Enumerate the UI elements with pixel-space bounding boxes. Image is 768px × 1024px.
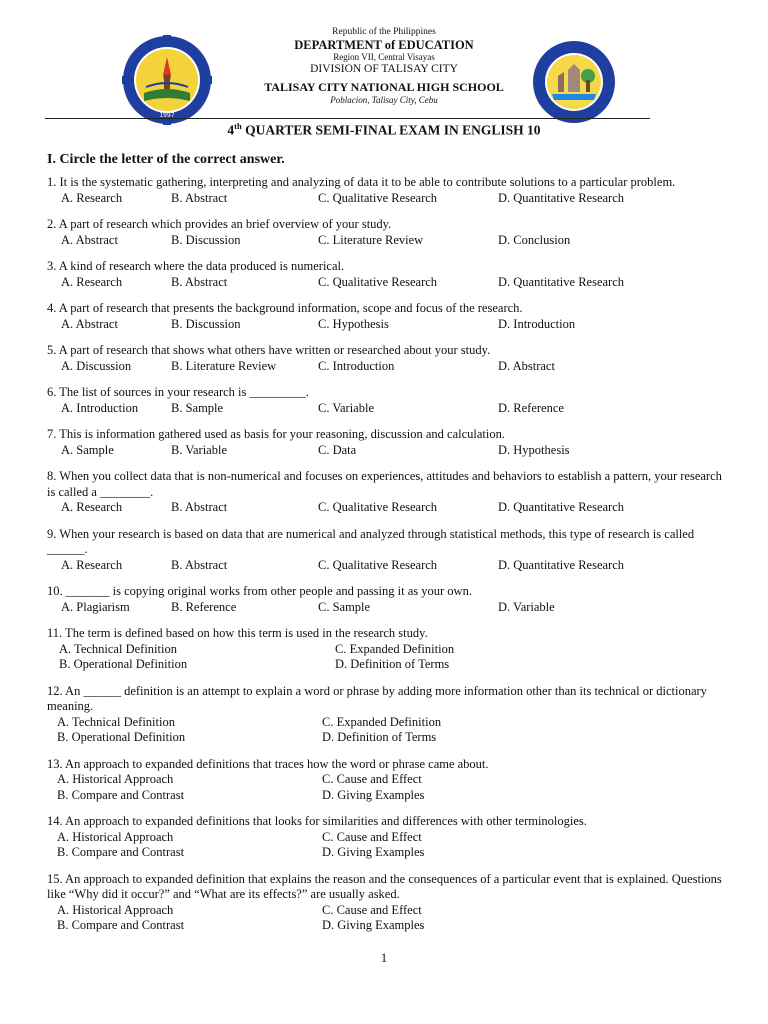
question-stem: 15. An approach to expanded definition that explains the reason and the consequences of a particular event that is explained. Questions like “Why did it occur?” and “What are its effects?” are usually asked.	[47, 871, 722, 901]
header-divider	[45, 118, 650, 119]
question-stem: 7. This is information gathered used as basis for your reasoning, discussion and calculation.	[47, 427, 506, 441]
option-c[interactable]: C. Qualitative Research	[318, 274, 438, 289]
option-d[interactable]: D. Definition of Terms	[335, 657, 450, 671]
question-item	[47, 217, 727, 248]
option-a[interactable]: A. Sample	[61, 442, 114, 457]
option-d[interactable]: D. Quantitative Research	[498, 557, 624, 572]
option-d[interactable]: D. Abstract	[498, 358, 555, 373]
option-a[interactable]: A. Research	[61, 274, 123, 289]
option-c[interactable]: C. Literature Review	[318, 232, 424, 247]
option-a[interactable]: A. Research	[61, 500, 123, 514]
option-d[interactable]: D. Definition of Terms	[322, 730, 437, 744]
question-stem: 14. An approach to expanded definitions that looks for similarities and differences with other terminologies.	[47, 814, 587, 828]
school-name: TALISAY CITY NATIONAL HIGH SCHOOL	[264, 79, 504, 94]
logo-year: 1997	[159, 112, 175, 119]
question-stem: 4. A part of research that presents the background information, scope and focus of the research.	[47, 301, 523, 315]
option-row	[47, 600, 727, 616]
question-stem: 11. The term is defined based on how this term is used in the research study.	[47, 626, 428, 640]
option-d[interactable]: D. Quantitative Research	[498, 190, 624, 205]
option-row	[47, 401, 727, 417]
option-grid	[47, 642, 727, 673]
option-d[interactable]: D. Giving Examples	[322, 845, 425, 859]
option-a[interactable]: A. Technical Definition	[59, 641, 177, 656]
exam-ordinal-suffix: th	[234, 121, 242, 131]
option-d[interactable]: D. Quantitative Research	[498, 274, 624, 289]
option-a[interactable]: A. Historical Approach	[57, 772, 174, 786]
option-b[interactable]: B. Abstract	[171, 190, 228, 205]
region-line: Region VII, Central Visayas	[333, 52, 435, 63]
republic-line: Republic of the Philippines	[332, 27, 436, 37]
option-c[interactable]: C. Data	[318, 442, 357, 457]
option-b[interactable]: B. Operational Definition	[57, 730, 186, 744]
option-a[interactable]: A. Technical Definition	[57, 714, 175, 729]
question-stem: 12. An ______ definition is an attempt to explain a word or phrase by adding more information other than its technical or dictionary meaning.	[47, 683, 707, 713]
question-item	[47, 527, 727, 574]
exam-ordinal: 4	[227, 122, 235, 138]
question-item	[47, 385, 727, 416]
option-a[interactable]: A. Historical Approach	[57, 902, 174, 917]
option-a[interactable]: A. Plagiarism	[61, 599, 130, 614]
option-row	[47, 191, 727, 207]
option-grid	[47, 830, 727, 861]
option-c[interactable]: C. Expanded Definition	[335, 641, 455, 656]
option-b[interactable]: B. Literature Review	[171, 358, 277, 373]
option-c[interactable]: C. Hypothesis	[318, 316, 389, 331]
option-d[interactable]: D. Variable	[498, 599, 555, 614]
option-c[interactable]: C. Variable	[318, 400, 375, 415]
option-a[interactable]: A. Abstract	[61, 232, 118, 247]
option-d[interactable]: D. Reference	[498, 400, 564, 415]
question-stem: 10. _______ is copying original works from other people and passing it as your own.	[47, 584, 472, 598]
option-b[interactable]: B. Variable	[171, 442, 228, 457]
option-row	[47, 558, 727, 574]
option-b[interactable]: B. Reference	[171, 599, 237, 614]
document-header	[0, 0, 768, 124]
option-row	[47, 275, 727, 291]
option-c[interactable]: C. Qualitative Research	[318, 557, 438, 572]
option-b[interactable]: B. Compare and Contrast	[57, 845, 185, 859]
option-b[interactable]: B. Abstract	[171, 274, 228, 289]
option-grid	[47, 772, 727, 803]
question-item	[47, 757, 727, 804]
question-item	[47, 814, 727, 861]
option-row	[47, 359, 727, 375]
question-item	[47, 301, 727, 332]
option-d[interactable]: D. Hypothesis	[498, 442, 570, 457]
page-number: 1	[380, 951, 388, 965]
option-c[interactable]: C. Expanded Definition	[322, 714, 442, 729]
option-c[interactable]: C. Cause and Effect	[322, 829, 422, 844]
question-stem: 13. An approach to expanded definitions that traces how the word or phrase came about.	[47, 756, 489, 771]
section-instruction: I. Circle the letter of the correct answer.	[47, 152, 285, 167]
option-a[interactable]: A. Research	[61, 557, 123, 572]
question-stem: 6. The list of sources in your research is _________.	[47, 385, 309, 399]
question-item	[47, 343, 727, 374]
option-c[interactable]: C. Qualitative Research	[318, 190, 438, 205]
question-stem: 5. A part of research that shows what others have written or researched about your study.	[47, 343, 491, 357]
question-stem: 8. When you collect data that is non-numerical and focuses on experiences, attitudes and behaviors to establish a pattern, your research is called a ________.	[47, 469, 722, 499]
option-b[interactable]: B. Discussion	[171, 316, 241, 331]
question-item	[47, 584, 727, 615]
option-row	[47, 233, 727, 249]
option-b[interactable]: B. Abstract	[171, 557, 228, 572]
option-d[interactable]: D. Giving Examples	[322, 787, 425, 802]
option-c[interactable]: C. Cause and Effect	[322, 772, 422, 786]
option-grid	[47, 903, 727, 934]
option-c[interactable]: C. Qualitative Research	[318, 500, 438, 514]
department-line: DEPARTMENT of EDUCATION	[294, 37, 474, 52]
option-d[interactable]: D. Introduction	[498, 316, 576, 331]
option-b[interactable]: B. Abstract	[171, 500, 228, 514]
option-grid	[47, 715, 727, 746]
question-item	[47, 872, 727, 934]
option-b[interactable]: B. Sample	[171, 400, 224, 415]
option-a[interactable]: A. Discussion	[61, 358, 132, 373]
option-a[interactable]: A. Abstract	[61, 316, 118, 331]
option-row	[47, 443, 727, 459]
question-item	[47, 175, 727, 206]
question-item	[47, 259, 727, 290]
option-a[interactable]: A. Historical Approach	[57, 829, 174, 844]
option-b[interactable]: B. Compare and Contrast	[57, 918, 185, 932]
question-item	[47, 427, 727, 458]
question-stem: 9. When your research is based on data that are numerical and analyzed through statistical methods, this type of research is called ______.	[47, 526, 695, 556]
option-c[interactable]: C. Sample	[318, 599, 371, 614]
option-b[interactable]: B. Compare and Contrast	[57, 787, 185, 802]
question-stem: 1. It is the systematic gathering, interpreting and analyzing of data it to be able to contribute solutions to a particular problem.	[47, 175, 676, 189]
option-d[interactable]: D. Conclusion	[498, 232, 571, 247]
school-address: Poblacion, Talisay City, Cebu	[330, 94, 438, 105]
option-row	[47, 317, 727, 333]
question-item	[47, 684, 727, 746]
option-a[interactable]: A. Introduction	[61, 400, 139, 415]
exam-title-text: QUARTER SEMI-FINAL EXAM IN ENGLISH 10	[241, 122, 541, 138]
option-d[interactable]: D. Quantitative Research	[498, 500, 624, 514]
option-c[interactable]: C. Introduction	[318, 358, 395, 373]
exam-title	[0, 121, 768, 139]
question-list	[47, 175, 727, 945]
header-text-block	[0, 27, 768, 105]
question-item	[47, 626, 727, 673]
option-row	[47, 500, 727, 516]
option-b[interactable]: B. Discussion	[171, 232, 241, 247]
question-stem: 2. A part of research which provides an brief overview of your study.	[47, 217, 392, 231]
question-stem: 3. A kind of research where the data produced is numerical.	[47, 259, 345, 273]
option-d[interactable]: D. Giving Examples	[322, 918, 425, 932]
division-line: DIVISION OF TALISAY CITY	[310, 62, 458, 75]
option-b[interactable]: B. Operational Definition	[59, 657, 188, 671]
option-c[interactable]: C. Cause and Effect	[322, 902, 422, 917]
option-a[interactable]: A. Research	[61, 190, 123, 205]
question-item	[47, 469, 727, 516]
